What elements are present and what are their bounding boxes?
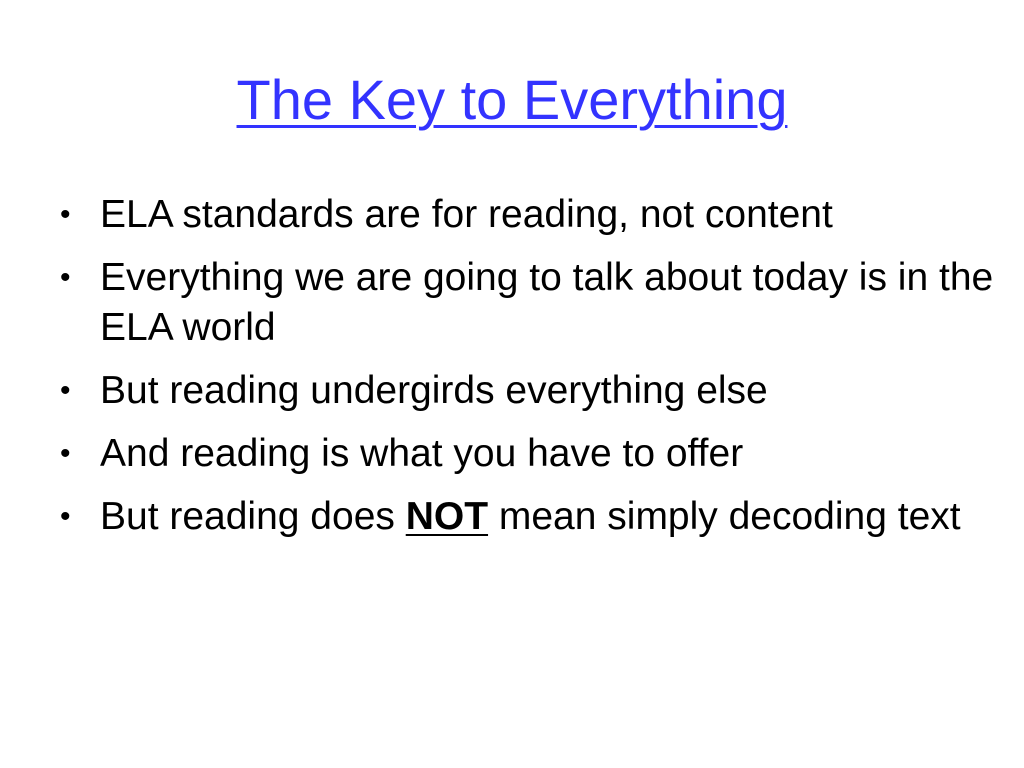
bullet-text: And reading is what you have to offer (100, 432, 744, 475)
bullet-icon: • (60, 437, 71, 470)
bullet-text: ELA standards are for reading, not content (100, 193, 833, 236)
list-item (56, 253, 1006, 353)
list-item (56, 492, 1006, 542)
bullet-list (56, 190, 1006, 555)
bullet-icon: • (60, 261, 71, 294)
bullet-icon: • (60, 500, 71, 533)
emphasis-not: NOT (405, 495, 489, 538)
bullet-text (100, 495, 961, 538)
bullet-text-before: But reading does (100, 495, 406, 538)
bullet-text: Everything we are going to talk about today is in the ELA world (100, 256, 994, 349)
bullet-icon: • (60, 374, 71, 407)
bullet-text: But reading undergirds everything else (100, 369, 768, 412)
list-item (56, 190, 1006, 240)
bullet-icon: • (60, 198, 71, 231)
list-item (56, 366, 1006, 416)
slide-title: The Key to Everything (236, 68, 788, 131)
bullet-text-after: mean simply decoding text (488, 495, 961, 538)
list-item (56, 429, 1006, 479)
